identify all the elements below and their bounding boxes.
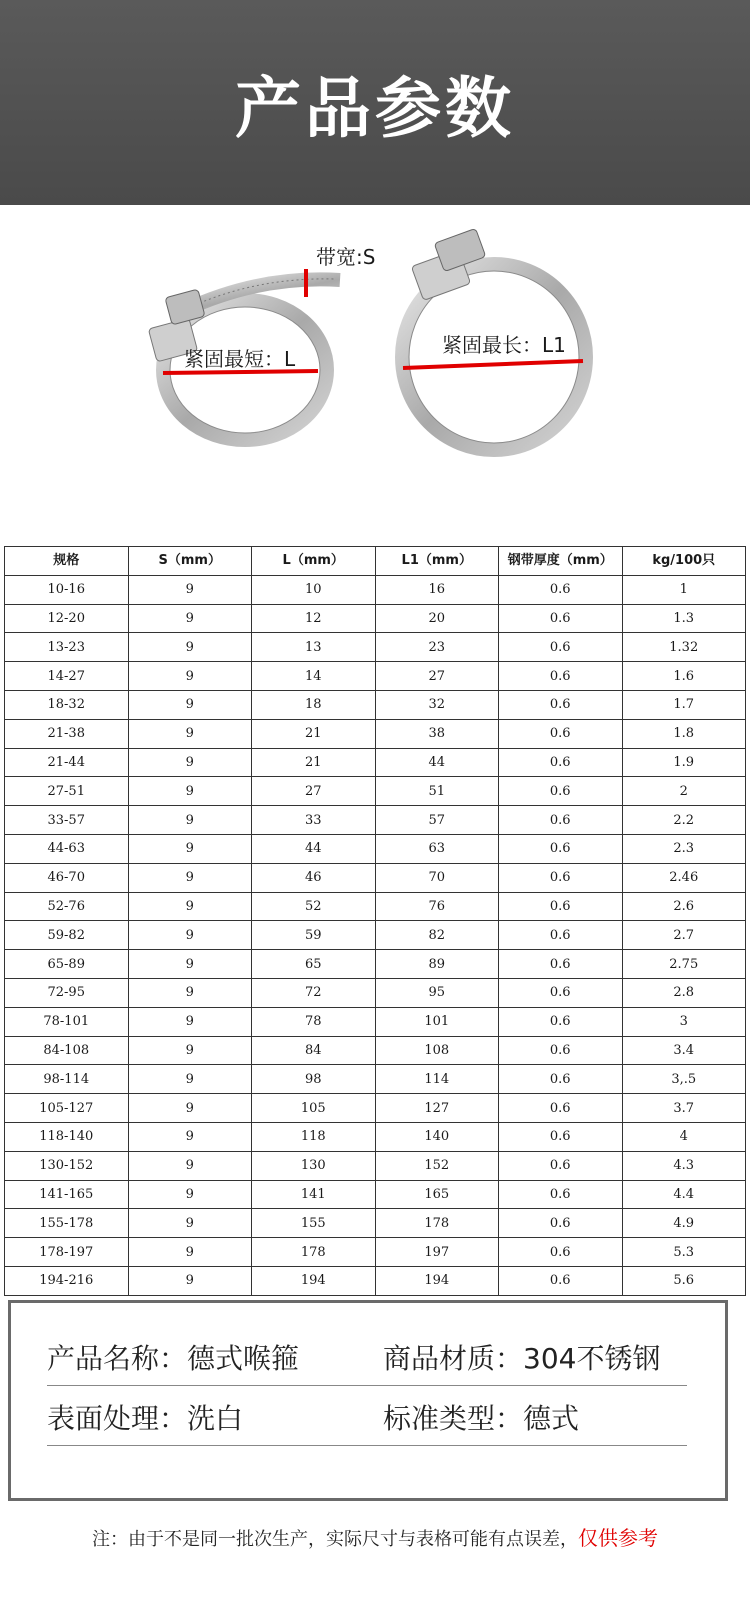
cell-s: 9 xyxy=(128,604,252,633)
cell-weight: 2.75 xyxy=(622,950,746,979)
cell-l: 27 xyxy=(252,777,376,806)
info-row-1 xyxy=(47,1325,687,1386)
cell-weight: 4.3 xyxy=(622,1151,746,1180)
col-header-thickness: 钢带厚度（mm） xyxy=(499,547,623,576)
cell-s: 9 xyxy=(128,690,252,719)
cell-s: 9 xyxy=(128,575,252,604)
cell-spec: 14-27 xyxy=(5,662,129,691)
cell-s: 9 xyxy=(128,748,252,777)
cell-s: 9 xyxy=(128,1122,252,1151)
cell-l1: 165 xyxy=(375,1180,499,1209)
info-row-2 xyxy=(47,1385,687,1446)
col-header-l: L（mm） xyxy=(252,547,376,576)
max-clamp-label: 紧固最长：L1 xyxy=(442,333,566,357)
cell-l: 18 xyxy=(252,690,376,719)
cell-l: 21 xyxy=(252,719,376,748)
table-row xyxy=(5,1180,746,1209)
product-name-label: 产品名称： xyxy=(47,1342,188,1375)
cell-l1: 197 xyxy=(375,1238,499,1267)
cell-l: 44 xyxy=(252,834,376,863)
cell-weight: 2 xyxy=(622,777,746,806)
cell-spec: 18-32 xyxy=(5,690,129,719)
cell-l1: 51 xyxy=(375,777,499,806)
table-row xyxy=(5,748,746,777)
cell-thickness: 0.6 xyxy=(499,1151,623,1180)
cell-l1: 57 xyxy=(375,806,499,835)
product-name-value: 德式喉箍 xyxy=(187,1342,300,1375)
cell-spec: 130-152 xyxy=(5,1151,129,1180)
cell-l: 46 xyxy=(252,863,376,892)
cell-l: 78 xyxy=(252,1007,376,1036)
cell-s: 9 xyxy=(128,1036,252,1065)
spec-table xyxy=(4,546,746,1296)
cell-spec: 10-16 xyxy=(5,575,129,604)
cell-l1: 140 xyxy=(375,1122,499,1151)
cell-weight: 1 xyxy=(622,575,746,604)
cell-weight: 2.6 xyxy=(622,892,746,921)
cell-l: 84 xyxy=(252,1036,376,1065)
product-info-box xyxy=(8,1300,728,1501)
cell-spec: 141-165 xyxy=(5,1180,129,1209)
cell-l: 12 xyxy=(252,604,376,633)
table-row xyxy=(5,1094,746,1123)
table-row xyxy=(5,1007,746,1036)
cell-weight: 2.46 xyxy=(622,863,746,892)
table-row xyxy=(5,1151,746,1180)
cell-spec: 52-76 xyxy=(5,892,129,921)
cell-l: 194 xyxy=(252,1266,376,1295)
cell-l1: 23 xyxy=(375,633,499,662)
cell-thickness: 0.6 xyxy=(499,748,623,777)
cell-weight: 4 xyxy=(622,1122,746,1151)
cell-l: 98 xyxy=(252,1065,376,1094)
table-row xyxy=(5,1122,746,1151)
cell-thickness: 0.6 xyxy=(499,604,623,633)
cell-thickness: 0.6 xyxy=(499,978,623,1007)
cell-spec: 98-114 xyxy=(5,1065,129,1094)
cell-l1: 20 xyxy=(375,604,499,633)
cell-thickness: 0.6 xyxy=(499,1238,623,1267)
cell-spec: 65-89 xyxy=(5,950,129,979)
cell-spec: 194-216 xyxy=(5,1266,129,1295)
cell-l1: 101 xyxy=(375,1007,499,1036)
cell-s: 9 xyxy=(128,978,252,1007)
cell-s: 9 xyxy=(128,662,252,691)
cell-thickness: 0.6 xyxy=(499,1180,623,1209)
cell-spec: 59-82 xyxy=(5,921,129,950)
surface-value: 洗白 xyxy=(187,1402,244,1435)
cell-l: 10 xyxy=(252,575,376,604)
cell-s: 9 xyxy=(128,1238,252,1267)
min-clamp-label: 紧固最短：L xyxy=(184,347,296,371)
cell-spec: 155-178 xyxy=(5,1209,129,1238)
cell-thickness: 0.6 xyxy=(499,690,623,719)
cell-l1: 108 xyxy=(375,1036,499,1065)
cell-l1: 63 xyxy=(375,834,499,863)
cell-l: 33 xyxy=(252,806,376,835)
cell-l1: 95 xyxy=(375,978,499,1007)
cell-l1: 89 xyxy=(375,950,499,979)
cell-l: 59 xyxy=(252,921,376,950)
cell-l1: 178 xyxy=(375,1209,499,1238)
cell-s: 9 xyxy=(128,1065,252,1094)
material-label: 商品材质： xyxy=(383,1342,524,1375)
table-row xyxy=(5,1065,746,1094)
cell-spec: 118-140 xyxy=(5,1122,129,1151)
cell-l1: 82 xyxy=(375,921,499,950)
band-width-label: 带宽:S xyxy=(316,245,376,269)
cell-spec: 105-127 xyxy=(5,1094,129,1123)
cell-thickness: 0.6 xyxy=(499,662,623,691)
cell-spec: 46-70 xyxy=(5,863,129,892)
table-header-row xyxy=(5,547,746,576)
cell-weight: 5.6 xyxy=(622,1266,746,1295)
cell-weight: 1.6 xyxy=(622,662,746,691)
cell-s: 9 xyxy=(128,1007,252,1036)
cell-l: 72 xyxy=(252,978,376,1007)
col-header-weight: kg/100只 xyxy=(622,547,746,576)
table-row xyxy=(5,690,746,719)
cell-s: 9 xyxy=(128,950,252,979)
cell-l1: 194 xyxy=(375,1266,499,1295)
material-value: 304不锈钢 xyxy=(523,1342,661,1375)
table-row xyxy=(5,950,746,979)
footnote-text: 注：由于不是同一批次生产，实际尺寸与表格可能有点误差， xyxy=(92,1529,578,1550)
cell-l1: 16 xyxy=(375,575,499,604)
cell-l1: 27 xyxy=(375,662,499,691)
standard-label: 标准类型： xyxy=(383,1402,524,1435)
table-row xyxy=(5,633,746,662)
table-row xyxy=(5,777,746,806)
cell-s: 9 xyxy=(128,1180,252,1209)
cell-weight: 1.9 xyxy=(622,748,746,777)
cell-l: 118 xyxy=(252,1122,376,1151)
cell-thickness: 0.6 xyxy=(499,921,623,950)
table-row xyxy=(5,719,746,748)
table-row xyxy=(5,575,746,604)
table-row xyxy=(5,863,746,892)
cell-weight: 3.7 xyxy=(622,1094,746,1123)
cell-thickness: 0.6 xyxy=(499,1266,623,1295)
cell-s: 9 xyxy=(128,777,252,806)
col-header-l1: L1（mm） xyxy=(375,547,499,576)
cell-l1: 114 xyxy=(375,1065,499,1094)
cell-weight: 1.32 xyxy=(622,633,746,662)
cell-s: 9 xyxy=(128,1209,252,1238)
cell-thickness: 0.6 xyxy=(499,1209,623,1238)
cell-spec: 21-38 xyxy=(5,719,129,748)
cell-weight: 2.2 xyxy=(622,806,746,835)
cell-weight: 4.9 xyxy=(622,1209,746,1238)
table-row xyxy=(5,662,746,691)
table-row xyxy=(5,806,746,835)
cell-l: 13 xyxy=(252,633,376,662)
footnote xyxy=(0,1522,750,1551)
cell-s: 9 xyxy=(128,719,252,748)
cell-spec: 27-51 xyxy=(5,777,129,806)
cell-l1: 70 xyxy=(375,863,499,892)
cell-l1: 44 xyxy=(375,748,499,777)
cell-spec: 178-197 xyxy=(5,1238,129,1267)
cell-thickness: 0.6 xyxy=(499,1007,623,1036)
cell-thickness: 0.6 xyxy=(499,575,623,604)
cell-thickness: 0.6 xyxy=(499,1122,623,1151)
cell-weight: 1.3 xyxy=(622,604,746,633)
cell-thickness: 0.6 xyxy=(499,950,623,979)
cell-weight: 1.8 xyxy=(622,719,746,748)
cell-thickness: 0.6 xyxy=(499,892,623,921)
table-row xyxy=(5,1209,746,1238)
table-row xyxy=(5,1036,746,1065)
cell-l: 65 xyxy=(252,950,376,979)
page-title: 产品参数 xyxy=(235,70,515,147)
cell-l: 130 xyxy=(252,1151,376,1180)
cell-thickness: 0.6 xyxy=(499,633,623,662)
cell-s: 9 xyxy=(128,863,252,892)
cell-s: 9 xyxy=(128,806,252,835)
cell-s: 9 xyxy=(128,892,252,921)
cell-s: 9 xyxy=(128,1266,252,1295)
surface-label: 表面处理： xyxy=(47,1402,188,1435)
cell-l1: 127 xyxy=(375,1094,499,1123)
cell-spec: 44-63 xyxy=(5,834,129,863)
cell-weight: 2.7 xyxy=(622,921,746,950)
cell-s: 9 xyxy=(128,1151,252,1180)
col-header-s: S（mm） xyxy=(128,547,252,576)
table-row xyxy=(5,892,746,921)
cell-l: 52 xyxy=(252,892,376,921)
cell-spec: 72-95 xyxy=(5,978,129,1007)
clamp-diagram xyxy=(0,205,750,525)
cell-s: 9 xyxy=(128,834,252,863)
surface-field xyxy=(47,1397,243,1437)
cell-thickness: 0.6 xyxy=(499,719,623,748)
cell-weight: 3.4 xyxy=(622,1036,746,1065)
title-banner xyxy=(0,0,750,205)
cell-spec: 21-44 xyxy=(5,748,129,777)
cell-l: 14 xyxy=(252,662,376,691)
cell-l: 21 xyxy=(252,748,376,777)
cell-l1: 76 xyxy=(375,892,499,921)
cell-l1: 32 xyxy=(375,690,499,719)
footnote-highlight: 仅供参考 xyxy=(578,1526,658,1550)
cell-l: 155 xyxy=(252,1209,376,1238)
cell-s: 9 xyxy=(128,1094,252,1123)
standard-value: 德式 xyxy=(523,1402,580,1435)
cell-weight: 2.8 xyxy=(622,978,746,1007)
cell-spec: 12-20 xyxy=(5,604,129,633)
cell-l: 141 xyxy=(252,1180,376,1209)
cell-weight: 2.3 xyxy=(622,834,746,863)
product-name-field xyxy=(47,1337,299,1377)
table-row xyxy=(5,1238,746,1267)
table-row xyxy=(5,1266,746,1295)
table-row xyxy=(5,978,746,1007)
cell-thickness: 0.6 xyxy=(499,863,623,892)
cell-spec: 84-108 xyxy=(5,1036,129,1065)
cell-thickness: 0.6 xyxy=(499,834,623,863)
cell-l1: 152 xyxy=(375,1151,499,1180)
cell-spec: 78-101 xyxy=(5,1007,129,1036)
col-header-spec: 规格 xyxy=(5,547,129,576)
cell-spec: 33-57 xyxy=(5,806,129,835)
cell-weight: 1.7 xyxy=(622,690,746,719)
cell-weight: 5.3 xyxy=(622,1238,746,1267)
table-row xyxy=(5,921,746,950)
table-body xyxy=(5,575,746,1295)
cell-s: 9 xyxy=(128,633,252,662)
cell-thickness: 0.6 xyxy=(499,1065,623,1094)
material-field xyxy=(383,1337,660,1377)
cell-weight: 4.4 xyxy=(622,1180,746,1209)
cell-weight: 3 xyxy=(622,1007,746,1036)
table-row xyxy=(5,604,746,633)
cell-l: 178 xyxy=(252,1238,376,1267)
cell-l: 105 xyxy=(252,1094,376,1123)
cell-thickness: 0.6 xyxy=(499,1094,623,1123)
cell-thickness: 0.6 xyxy=(499,777,623,806)
cell-weight: 3,.5 xyxy=(622,1065,746,1094)
table-row xyxy=(5,834,746,863)
standard-field xyxy=(383,1397,579,1437)
cell-l1: 38 xyxy=(375,719,499,748)
cell-spec: 13-23 xyxy=(5,633,129,662)
cell-s: 9 xyxy=(128,921,252,950)
cell-thickness: 0.6 xyxy=(499,806,623,835)
cell-thickness: 0.6 xyxy=(499,1036,623,1065)
